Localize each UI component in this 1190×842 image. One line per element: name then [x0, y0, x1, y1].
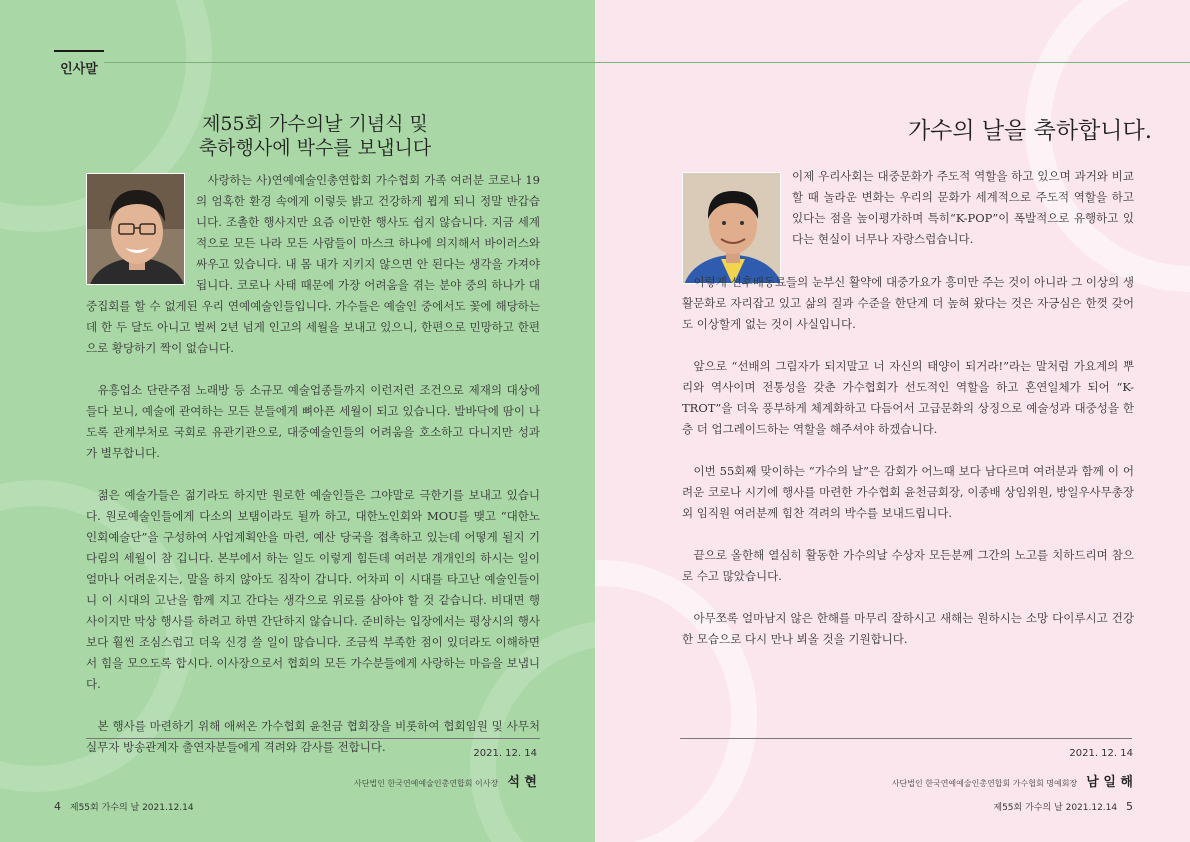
left-paragraph: 본 행사를 마련하기 위해 애써온 가수협회 윤천금 협회장을 비롯하여 협회임원 및 사무처 실무자 방송관계자 출연자분들에게 격려와 감사를 전합니다. — [86, 719, 540, 754]
left-footer — [54, 800, 194, 813]
signature-org: 사단법인 한국연예예술인총연합회 이사장 — [354, 779, 499, 788]
signature-rule — [680, 738, 1132, 739]
left-signature — [97, 748, 537, 790]
left-article — [86, 170, 540, 779]
right-paragraph: 앞으로 “선배의 그림자가 되지말고 너 자신의 태양이 되거라!”라는 말처럼 가요계의 뿌리와 역사이며 전통성을 갖춘 가수협회가 선도적인 역할을 하고 혼연일체가 되어 “K-TROT”을 더욱 풍부하게 체계화하고 다듬어서 고급문화의 상징으로 예술성과 대중성을 한층 더 업그레이드하는 역할을 해주셔야 하겠습니다. — [682, 359, 1134, 436]
page-number: 5 — [1126, 800, 1133, 813]
left-paragraph: 젊은 예술가들은 젊기라도 하지만 원로한 예술인들은 그야말로 극한기를 보내고 있습니다. 원로예술인들에게 다소의 보탬이라도 될까 하고, 대한노인회와 MOU를 맺고 “대한노인회예술단”을 구성하여 사업계획안을 마련, 예산 당국을 접촉하고 있는데 어떻게 될지 기다림의 세월이 참 깁니다. 본부에서 하는 일도 이렇게 힘든데 여러분 개개인의 하시는 일이 얼마나 어려운지는, 말을 하지 않아도 짐작이 갑니다. 어차피 이 시대를 타고난 예술인들이니 이 시대의 고난을 함께 지고 간다는 생각으로 위로를 삼아야 할 것 같습니다. 비대면 행사이지만 막상 행사를 하려고 하면 간단하지 않습니다. 준비하는 입장에서는 평상시의 행사보다 훨씬 조심스럽고 더욱 신경 쓸 일이 많습니다. 조금씩 부족한 점이 있더라도 이해하면서 힘을 모으도록 합시다. 이사장으로서 협회의 모든 가수분들에게 사랑하는 마음을 보냅니다. — [86, 488, 540, 691]
page-number: 4 — [54, 800, 61, 813]
right-signature — [683, 748, 1133, 790]
left-title-line1: 제55회 가수의날 기념식 및 — [202, 113, 428, 135]
right-paragraph: 이렇게 선후배동료들의 눈부신 활약에 대중가요가 흥미만 주는 것이 아니라 그 이상의 생활문화로 자리잡고 있고 삶의 질과 수준을 한단계 더 높혀 왔다는 것은 자긍심은 한껏 갖어도 이상할게 없는 것이 사실입니다. — [682, 275, 1134, 331]
left-title — [150, 112, 480, 160]
signature-date: 2021. 12. 14 — [1069, 748, 1133, 759]
left-title-line2: 축하행사에 박수를 보냅니다 — [198, 137, 432, 159]
header-rule — [595, 62, 1190, 63]
footer-text: 제55회 가수의 날 2021.12.14 — [69, 803, 194, 813]
right-title: 가수의 날을 축하합니다. — [907, 118, 1153, 144]
right-footer — [993, 800, 1133, 813]
right-page — [595, 0, 1190, 842]
footer-text: 제55회 가수의 날 2021.12.14 — [993, 803, 1118, 813]
photo-spacer — [86, 170, 196, 293]
photo-spacer — [682, 166, 792, 272]
signature-date: 2021. 12. 14 — [473, 748, 537, 759]
header-rule — [104, 62, 595, 63]
right-paragraph: 이제 우리사회는 대중문화가 주도적 역할을 하고 있으며 과거와 비교 할 때 놀라운 변화는 우리의 문화가 세계적으로 주도적 역할을 하고 있다는 점을 높이평가하며 특히“K-POP”이 폭발적으로 유행하고 있다는 현실이 너무나 자랑스럽습니다. — [792, 169, 1134, 246]
right-paragraph: 이번 55회째 맞이하는 “가수의 날”은 감회가 어느때 보다 남다르며 여러분과 함께 이 어려운 코로나 시기에 행사를 마련한 가수협회 윤천금회장, 이종배 상임위원, 방일우사무총장 외 임직원 여러분께 힘찬 격려의 박수를 보내드립니다. — [682, 464, 1134, 520]
left-paragraph: 유흥업소 단란주점 노래방 등 소규모 예술업종들까지 이런저런 조건으로 제재의 대상에 들다 보니, 예술에 관여하는 모든 분들에게 뼈아픈 세월이 되고 있습니다. 발바닥에 땀이 나도록 관계부처로 국회로 유관기관으로, 대중예술인들의 어려움을 호소하고 다니지만 성과가 별무합니다. — [86, 383, 540, 460]
right-paragraph: 끝으로 올한해 열심히 활동한 가수의날 수상자 모든분께 그간의 노고를 치하드리며 참으로 수고 많았습니다. — [682, 548, 1134, 583]
right-paragraph: 아무쪼록 얼마남지 않은 한해를 마무리 잘하시고 새해는 원하시는 소망 다이루시고 건강한 모습으로 다시 만나 뵈올 것을 기원합니다. — [682, 611, 1134, 646]
signature-name: 남 일 해 — [1086, 775, 1133, 790]
section-label: 인사말 — [54, 50, 104, 77]
signature-rule — [86, 738, 540, 739]
signature-org: 사단법인 한국연예예술인총연합회 가수협회 명예회장 — [891, 779, 1078, 788]
signature-name: 석 현 — [507, 775, 537, 790]
right-article — [682, 166, 1134, 671]
left-paragraph: 사랑하는 사)연예예술인총연합회 가수협회 가족 여러분 코로나 19의 엄혹한 환경 속에게 이렇듯 밝고 건강하게 뵙게 되니 정말 반갑습니다. 조촐한 행사지만 요즘 이만한 행사도 쉽지 않습니다. 지금 세계적으로 모든 나라 모든 사람들이 마스크 하나에 의지해서 바이러스와 싸우고 있습니다. 내 몸 내가 지키지 않으면 안 된다는 생각을 가져야 됩니다. 코로나 사태 때문에 가장 어려움을 겪는 분야 중의 하나가 대중집회를 할 수 없게된 우리 연예예술인들입니다. 가수들은 예술인 중에서도 꽃에 해당하는데 한 두 달도 아니고 벌써 2년 넘게 인고의 세월을 보내고 있으니, 한편으로 민망하고 한편으로 황당하기 짝이 없습니다. — [86, 173, 540, 355]
